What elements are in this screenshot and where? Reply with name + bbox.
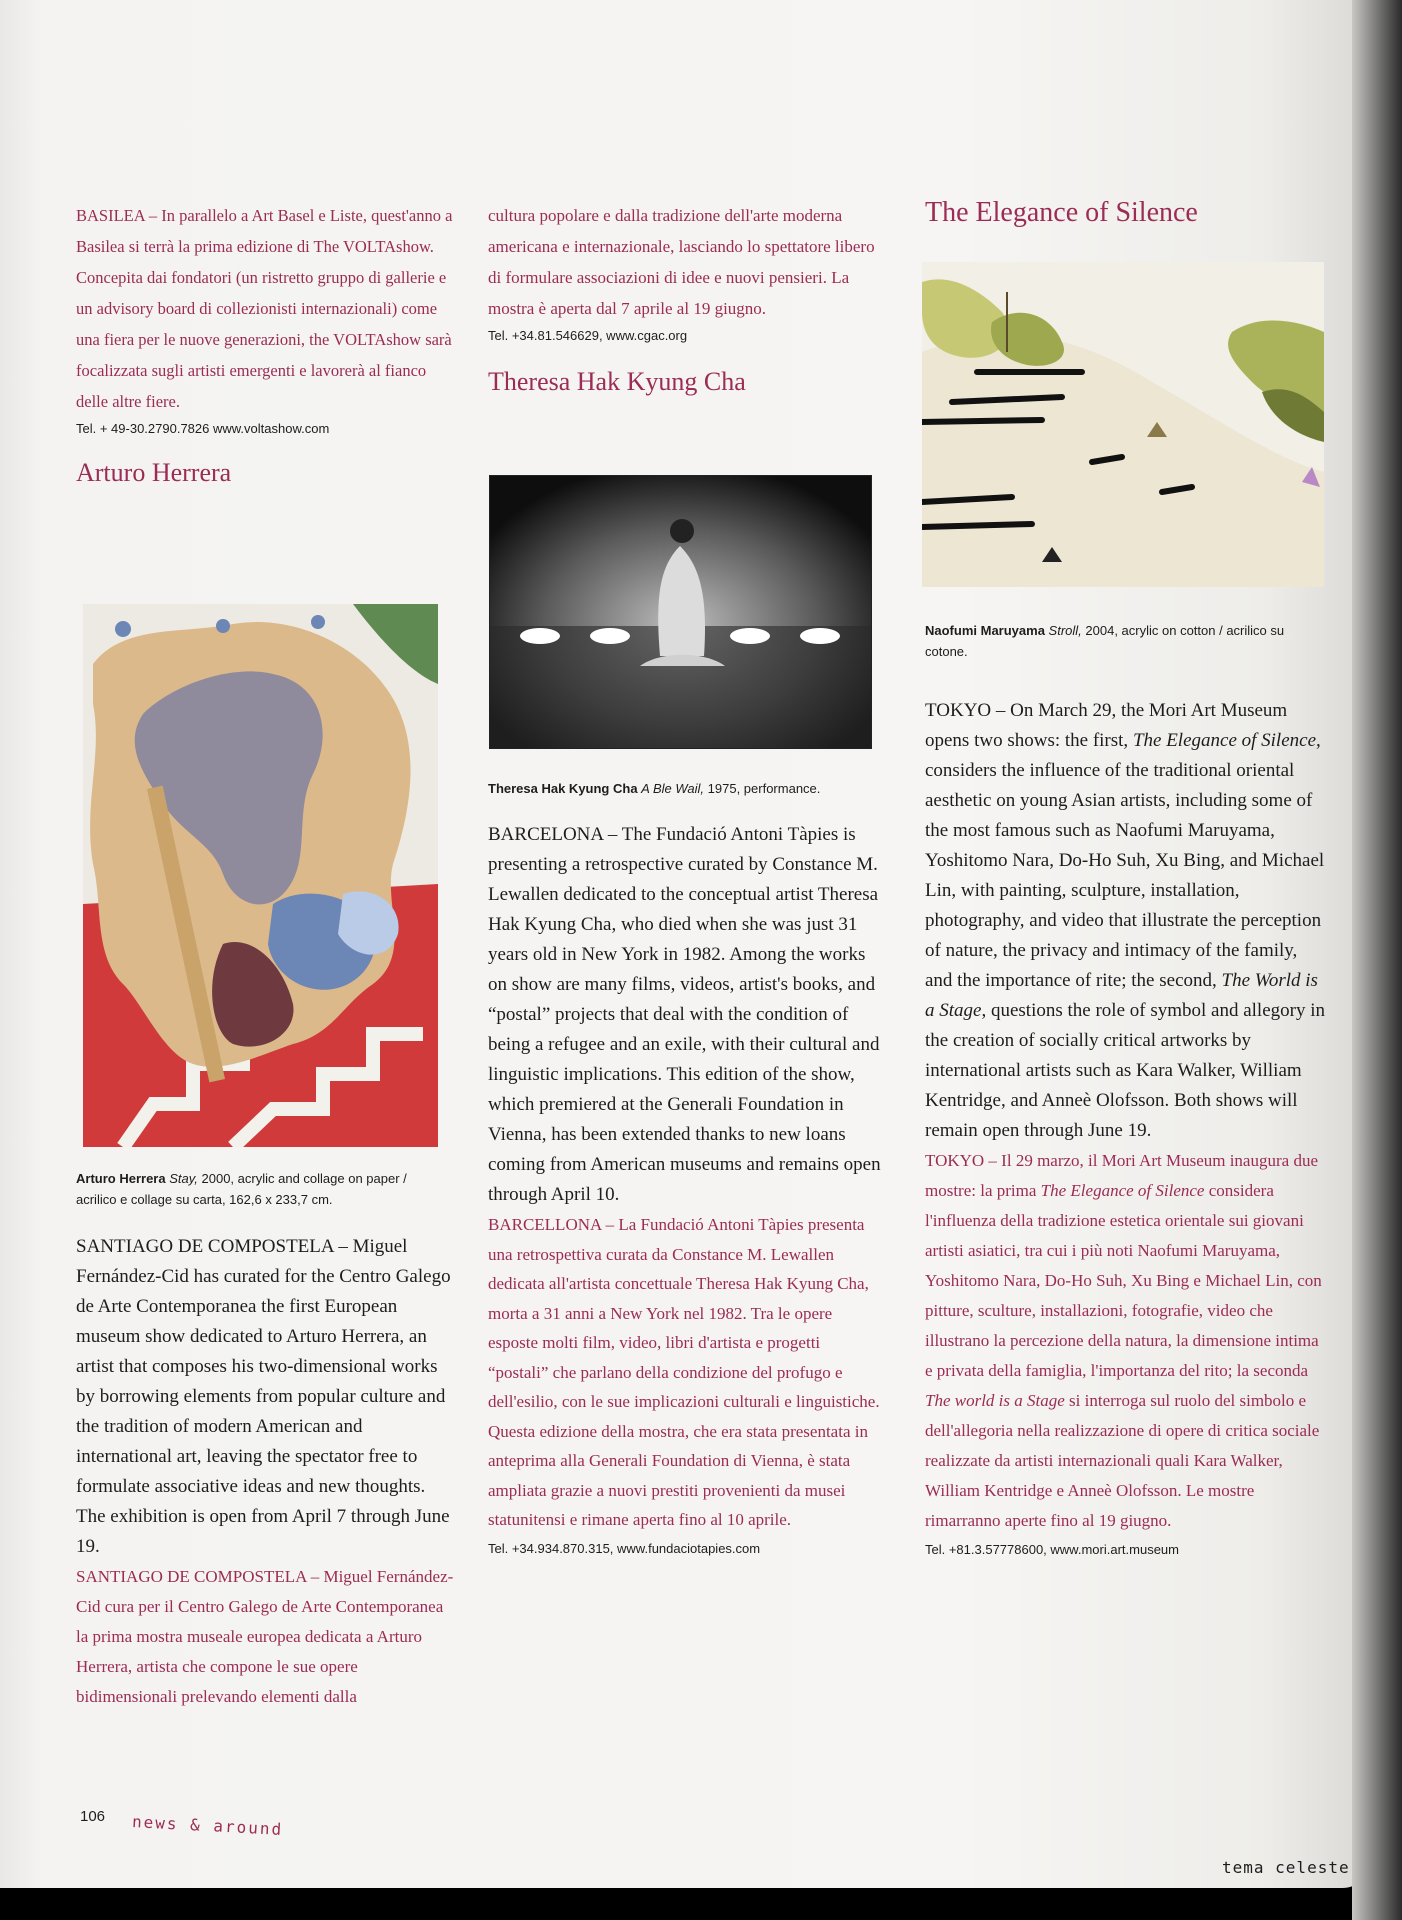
- cha-caption-artist: Theresa Hak Kyung Cha: [488, 781, 638, 796]
- tokyo-en-part3: , questions the role of symbol and allegory in the creation of socially critical artworks by international artists such as Kara Walker, William Kentridge, and Anneè Olofsson. Both shows will remain open through June 19.: [925, 1000, 1325, 1141]
- santiago-italian-continued: cultura popolare e dalla tradizione dell'arte moderna americana e internazionale, lasciando lo spettatore libero di formulare associazioni di idee e nuovi pensieri. La mostra è aperta dal 7 aprile al 19 giugno.: [488, 206, 875, 318]
- maruyama-caption-details: 2004, acrylic on cotton / acrilico su cotone.: [925, 623, 1285, 659]
- section-label: news & around: [131, 1812, 284, 1839]
- barcelona-english-text: BARCELONA – The Fundació Antoni Tàpies is presenting a retrospective curated by Constance M. Lewallen dedicated to the conceptual artist Theresa Hak Kyung Cha, who died when she was just 31 years old in New York in 1982. Among the works on show are many films, videos, artist's books, and “postal” projects that deal with the condition of being a refugee and an exile, with their cultural and linguistic implications. This edition of the show, which premiered at the Generali Foundation in Vienna, has been extended thanks to new loans coming from American museums and remains open through April 10.: [488, 824, 881, 1205]
- tokyo-it-part1: TOKYO – Il 29 marzo, il Mori Art Museum inaugura due mostre: la prima: [925, 1151, 1318, 1200]
- tokyo-en-title1: The Elegance of Silence: [1132, 730, 1317, 751]
- page-number: 106: [80, 1808, 106, 1825]
- tokyo-en-title2: The World is a Stage: [925, 970, 1318, 1021]
- tokyo-en-part1: TOKYO – On March 29, the Mori Art Museum opens two shows: the first,: [925, 700, 1288, 751]
- tokyo-italian-text: [925, 1146, 1327, 1536]
- barcelona-italian-text: BARCELLONA – La Fundació Antoni Tàpies presenta una retrospettiva curata da Constance M. Lewallen dedicata all'artista concettuale Theresa Hak Kyung Cha, morta a 31 anni a New York nel 1982. Tra le opere esposte molti film, video, libri d'artista e progetti “postali” che parlano della condizione del profugo e dell'esilio, con le sue implicazioni culturali e linguistiche. Questa edizione della mostra, che era stata presentata in anteprima alla Generali Foundation di Vienna, è stata ampliata grazie a nuovi prestiti provenienti da musei statunitensi e rimane aperta fino al 10 aprile.: [488, 1215, 880, 1529]
- tokyo-it-part3: si interroga sul ruolo del simbolo e dell'allegoria nella realizzazione di opere di critica sociale realizzate da artisti internazionali quali Kara Walker, William Kentridge e Anneè Olofsson. Le mostre rimarranno aperte fino al 19 giugno.: [925, 1391, 1320, 1530]
- page-fold-shadow: [1352, 0, 1402, 1920]
- herrera-caption-artist: Arturo Herrera: [76, 1171, 166, 1186]
- tokyo-it-part2: considera l'influenza della tradizione estetica orientale sui giovani artisti asiatici, tra cui i più noti Naofumi Maruyama, Yoshitomo Nara, Do-Ho Suh, Xu Bing e Michael Lin, con pitture, sculture, installazioni, fotografie, video che illustrano la percezione della natura, la dimensione intima e privata della famiglia, l'importanza del rito; la seconda: [925, 1181, 1322, 1380]
- tokyo-article: [925, 696, 1327, 1557]
- cha-heading: Theresa Hak Kyung Cha: [488, 367, 746, 396]
- cha-caption-title: A Ble Wail,: [641, 781, 705, 796]
- column-left: [76, 200, 456, 490]
- barcelona-article: [488, 820, 883, 1556]
- column-right: [925, 196, 1327, 230]
- santiago-italian-text: SANTIAGO DE COMPOSTELA – Miguel Fernández-Cid cura per il Centro Galego de Arte Contemporanea la prima mostra museale europea dedicata a Arturo Herrera, artista che compone le sue opere bidimensionali prelevando elementi dalla: [76, 1567, 454, 1706]
- tokyo-en-part2: , considers the influence of the traditional oriental aesthetic on young Asian artists, including some of the most famous such as Naofumi Maruyama, Yoshitomo Nara, Do-Ho Suh, Xu Bing, and Michael Lin, with painting, sculpture, installation, photography, and video that illustrate the perception of nature, the privacy and intimacy of the family, and the importance of rite; the second,: [925, 730, 1325, 991]
- tokyo-english-text: [925, 696, 1327, 1146]
- herrera-artwork-image: [83, 604, 438, 1147]
- herrera-heading: Arturo Herrera: [76, 458, 232, 487]
- basilea-contact: Tel. + 49-30.2790.7826 www.voltashow.com: [76, 421, 330, 436]
- herrera-caption-title: Stay,: [169, 1171, 198, 1186]
- cha-caption-details: 1975, performance.: [707, 781, 821, 796]
- herrera-caption-details: 2000, acrylic and collage on paper / acrilico e collage su carta, 162,6 x 233,7 cm.: [76, 1171, 407, 1207]
- tokyo-it-title2: The world is a Stage: [925, 1391, 1065, 1410]
- maruyama-caption-title: Stroll,: [1048, 623, 1082, 638]
- cha-caption: [488, 778, 883, 799]
- santiago-english-text: SANTIAGO DE COMPOSTELA – Miguel Fernández-Cid has curated for the Centro Galego de Arte Contemporanea the first European museum show dedicated to Arturo Herrera, an artist that composes his two-dimensional works by borrowing elements from popular culture and the tradition of modern American and international art, leaving the spectator free to formulate associative ideas and new thoughts. The exhibition is open from April 7 through June 19.: [76, 1236, 451, 1557]
- barcelona-contact: Tel. +34.934.870.315, www.fundaciotapies.com: [488, 1540, 761, 1556]
- maruyama-caption: [925, 620, 1325, 662]
- maruyama-painting-image: [922, 262, 1324, 587]
- santiago-article: [76, 1232, 456, 1712]
- elegance-heading: The Elegance of Silence: [925, 197, 1198, 228]
- herrera-caption: [76, 1168, 426, 1210]
- tokyo-it-title1: The Elegance of Silence: [1040, 1181, 1205, 1200]
- maruyama-caption-artist: Naofumi Maruyama: [925, 623, 1045, 638]
- magazine-name: tema celeste: [1222, 1858, 1350, 1877]
- basilea-italian-text: BASILEA – In parallelo a Art Basel e Liste, quest'anno a Basilea si terrà la prima edizione di The VOLTAshow. Concepita dai fondatori (un ristretto gruppo di gallerie e un advisory board di collezionisti internazionali) come una fiera per le nuove generazioni, the VOLTAshow sarà focalizzata sugli artisti emergenti e lavorerà al fianco delle altre fiere.: [76, 206, 453, 411]
- santiago-contact: Tel. +34.81.546629, www.cgac.org: [488, 328, 688, 343]
- column-middle: [488, 200, 883, 399]
- cha-performance-photo: [489, 475, 872, 749]
- tokyo-contact: Tel. +81.3.57778600, www.mori.art.museum: [925, 1542, 1179, 1557]
